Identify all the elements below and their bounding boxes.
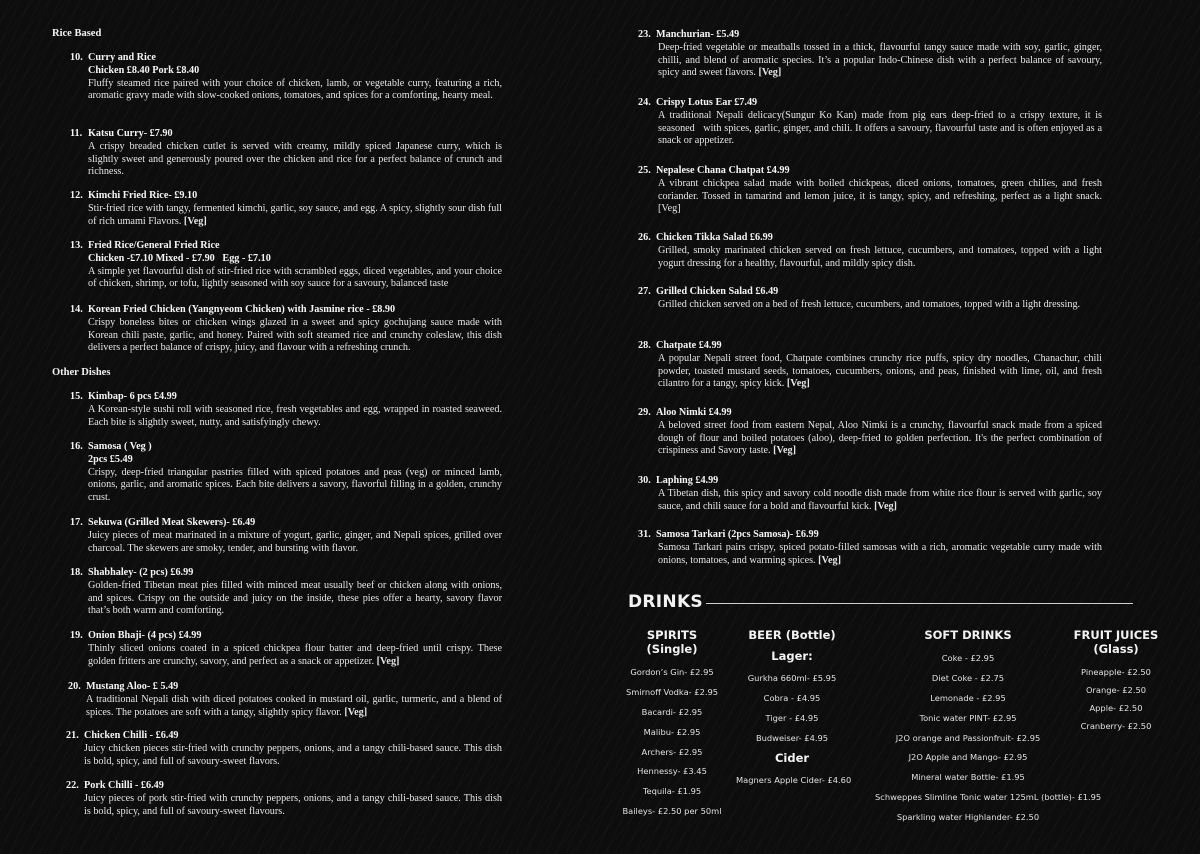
item-number: 20. [68,681,81,692]
menu-item-27 [638,286,1102,312]
item-description: A crispy breaded chicken cutlet is served with creamy, mildly spiced Japanese curry, which is slightly sweet and generously poured over the chicken and rice for a perfect balance of crunch and richness. [88,140,502,178]
item-description: A traditional Nepali dish with diced potatoes cooked in mustard oil, garlic, turmeric, and a blend of spices. The potatoes are soft with a tangy, slightly spicy flavor. [86,693,502,718]
veg-tag: [Veg] [874,500,897,512]
item-description: Juicy pieces of meat marinated in a mixture of yogurt, garlic, ginger, and Nepali spices, grilled over charcoal. The skewers are smoky, tender, and bursting with flavor. [88,529,502,554]
item-name: Chicken Chilli - £6.49 [84,730,179,741]
item-number: 12. [70,190,83,201]
item-name: Samosa Tarkari (2pcs Samosa)- £6.99 [656,529,819,540]
item-name: Grilled Chicken Salad £6.49 [656,286,779,297]
item-description: A Korean-style sushi roll with seasoned rice, fresh vegetables and egg, wrapped in roasted seaweed. Each bite is slightly sweet, nutty, and satisfyingly chewy. [88,403,502,428]
drink-item: Magners Apple Cider- £4.60 [736,774,852,785]
fruit-juices-title: FRUIT JUICES (Glass) [1073,628,1159,656]
item-description: Stir-fried rice with tangy, fermented kimchi, garlic, soy sauce, and egg. A spicy, slightly sour dish full of rich umami Flavors. [88,202,502,227]
menu-item-14 [70,304,502,355]
item-description: Deep-fried vegetable or meatballs tossed in a thick, flavourful tangy sauce made with soy, garlic, ginger, chilli, and blend of aromatic species. It’s a popular Indo-Chinese dish with a perfect balance of savoury, spicy and sweet flavors. [658,41,1102,79]
menu-right-page [600,0,1200,854]
item-number: 22. [66,780,79,791]
drink-item: Mineral water Bottle- £1.95 [911,772,1025,783]
item-number: 18. [70,567,83,578]
veg-tag: [Veg] [786,378,810,390]
menu-item-13 [70,240,502,291]
item-name: Shabhaley- (2 pcs) £6.99 [88,567,194,578]
drink-item: Baileys- £2.50 per 50ml [622,806,722,817]
item-number: 29. [638,407,651,418]
item-number: 13. [70,240,83,251]
item-description: A Tibetan dish, this spicy and savory cold noodle dish made from white rice flour is served with garlic, soy sauce, and chili sauce for a bold and flavourful kick. [658,487,1102,512]
beer-title: BEER (Bottle) [748,628,836,642]
drink-item: Smirnoff Vodka- £2.95 [625,686,719,697]
veg-tag: [Veg] [818,554,841,566]
fruit-juices-column [1050,628,1182,735]
menu-item-30 [638,475,1102,513]
item-description: Samosa Tarkari pairs crispy, spiced potato-filled samosas with a rich, aromatic vegetable curry made with onions, tomatoes, and warming spices. [658,541,1102,566]
item-description: Golden-fried Tibetan meat pies filled with minced meat usually beef or chicken along with onions, and spices. Crispy on the outside and juicy on the inside, these pies offer a hearty, savory flavor that’s both warm and comforting. [88,579,502,617]
item-name: Nepalese Chana Chatpat £4.99 [656,165,790,176]
item-description: Juicy pieces of pork stir-fried with crunchy peppers, onions, and a tangy chili-based sauce. This dish is bold, spicy, and full of savoury-sweet flavours. [84,792,502,817]
item-description: Thinly sliced onions coated in a spiced chickpea flour batter and deep-fried until crispy. These golden fritters are crunchy, savory, and perfect as a snack or appetizer. [88,642,502,667]
item-number: 24. [638,97,651,108]
item-name: Pork Chilli - £6.49 [84,780,164,791]
drink-item: Lemonade - £2.95 [930,692,1006,703]
drink-item: J2O Apple and Mango- £2.95 [908,752,1028,763]
item-name: Crispy Lotus Ear £7.49 [656,97,758,108]
item-prices: 2pcs £5.49 [88,453,133,465]
beer-column [736,628,852,790]
item-description: Fluffy steamed rice paired with your choice of chicken, lamb, or vegetable curry, featuring a rich, aromatic gravy made with slow-cooked onions, tomatoes, and spices for a comforting, hearty meal. [88,77,502,102]
item-name: Laphing £4.99 [656,475,719,486]
menu-item-12 [70,190,502,228]
item-number: 23. [638,29,651,40]
menu-item-16 [70,441,502,505]
menu-item-10 [70,52,502,103]
drink-item: Hennessy- £3.45 [637,766,707,777]
menu-item-28 [638,340,1102,391]
item-number: 15. [70,391,83,402]
drink-item: Archers- £2.95 [641,746,703,757]
item-name: Katsu Curry- £7.90 [88,128,173,139]
item-name: Kimbap- 6 pcs £4.99 [88,391,177,402]
item-number: 10. [70,52,83,63]
drink-item: Coke - £2.95 [941,653,995,663]
drink-item: Tequila- £1.95 [642,786,702,797]
item-number: 17. [70,517,83,528]
item-name: Kimchi Fried Rice- £9.10 [88,190,198,201]
item-name: Sekuwa (Grilled Meat Skewers)- £6.49 [88,517,256,528]
item-description: A simple yet flavourful dish of stir-fried rice with scrambled eggs, diced vegetables, and your choice of chicken, shrimp, or tofu, lightly seasoned with soy sauce for a savoury, balanced taste [88,265,502,290]
item-number: 25. [638,165,651,176]
item-description: A vibrant chickpea salad made with boiled chickpeas, diced onions, tomatoes, green chilies, and fresh coriander. Tossed in tamarind and lemon juice, it is tangy, spicy, and refreshing, perfect as a light snack. [658,177,1102,202]
drinks-heading: DRINKS [628,592,703,612]
drinks-divider [706,603,1133,604]
item-description: Juicy chicken pieces stir-fried with crunchy peppers, onions, and a tangy chili-based sauce. This dish is bold, spicy, and full of savoury-sweet flavors. [84,742,502,767]
drink-item: Sparkling water Highlander- £2.50 [896,812,1040,823]
item-description: Crispy boneless bites or chicken wings glazed in a sweet and spicy gochujang sauce made with Korean chili paste, garlic, and honey. Paired with soft steamed rice and crunchy coleslaw, this dish delivers a perfect balance of crispy, juicy, and flavour with a refreshing crunch. [88,316,502,354]
menu-item-29 [638,407,1102,458]
item-name: Fried Rice/General Fried Rice [88,240,220,251]
drink-item: Orange- £2.50 [1085,685,1147,695]
item-name: Chatpate £4.99 [656,340,722,351]
item-description: A popular Nepali street food, Chatpate combines crunchy rice puffs, spicy dry noodles, Chanachur, chili powder, toasted mustard seeds, tomatoes, cucumbers, onions, and peas, finished with lime, oil, and fresh cilantro for a tangy, spicy kick. [658,352,1102,390]
item-number: 27. [638,286,651,297]
item-number: 16. [70,441,83,452]
soft-drinks-column [875,628,1102,828]
section-title-other-dishes: Other Dishes [52,367,111,378]
item-number: 11. [70,128,83,139]
drink-item: Bacardi- £2.95 [641,706,703,717]
drink-item: Apple- £2.50 [1089,703,1143,713]
menu-item-31 [638,529,1102,567]
drink-item: Schweppes Slimline Tonic water 125mL (bottle)- £1.95 [875,792,1102,803]
menu-item-20 [68,681,502,719]
veg-tag: [Veg] [183,215,207,227]
drink-item: Cobra - £4.95 [763,692,821,703]
drink-item: Budweiser- £4.95 [755,732,829,743]
item-number: 30. [638,475,651,486]
section-title-rice-based: Rice Based [52,28,102,39]
drink-item: J2O orange and Passionfruit- £2.95 [895,732,1041,743]
item-number: 26. [638,232,651,243]
item-description: Grilled, smoky marinated chicken served on fresh lettuce, cucumbers, and tomatoes, topped with a light yogurt dressing for a healthy, flavourful, and mildly spicy dish. [658,244,1102,269]
cider-subtitle: Cider [774,750,810,765]
menu-item-19 [70,630,502,668]
item-description: Crispy, deep-fried triangular pastries filled with spiced potatoes and peas (veg) or minced lamb, onions, garlic, and aromatic spices. Each bite delivers a savory, flavorful filling in a golden, crunchy crust. [88,466,502,504]
menu-item-15 [70,391,502,429]
lager-subtitle: Lager: [771,649,813,663]
item-name: Manchurian- £5.49 [656,29,740,40]
drink-item: Malibu- £2.95 [643,726,701,737]
soft-drinks-title: SOFT DRINKS [924,628,1012,642]
drink-item: Tonic water PINT- £2.95 [919,712,1017,723]
drink-item: Pineapple- £2.50 [1081,667,1151,677]
menu-item-11 [70,128,502,179]
item-name: Mustang Aloo- £ 5.49 [86,681,179,692]
menu-item-26 [638,232,1102,270]
item-number: 28. [638,340,651,351]
item-prices: Chicken £8.40 Pork £8.40 [88,64,200,76]
item-number: 19. [70,630,83,641]
drink-item: Gordon’s Gin- £2.95 [630,667,714,677]
drink-item: Cranberry- £2.50 [1080,721,1152,731]
veg-tag: [Veg] [658,203,681,215]
item-number: 21. [66,730,79,741]
item-description: A traditional Nepali delicacy(Sungur Ko Kan) made from pig ears deep-fried to a crispy texture, it is seasoned with spices, garlic, ginger, and chili. It offers a savoury, flavourful taste and is often enjoyed as a snack or appetizer. [658,109,1105,147]
item-description: Grilled chicken served on a bed of fresh lettuce, cucumbers, and tomatoes, topped with a light dressing. [658,298,1081,310]
spirits-title: SPIRITS (Single) [646,628,698,656]
veg-tag: [Veg] [376,655,400,667]
item-number: 14. [70,304,83,315]
item-name: Chicken Tikka Salad £6.99 [656,232,773,243]
item-name: Curry and Rice [88,52,156,63]
item-name: Aloo Nimki £4.99 [656,407,732,418]
menu-item-21 [66,730,502,768]
menu-item-24 [638,97,1105,148]
menu-item-23 [638,29,1102,80]
spirits-column [620,628,724,822]
veg-tag: [Veg] [773,445,796,457]
item-name: Samosa ( Veg ) [88,441,152,452]
veg-tag: [Veg] [344,706,368,718]
drink-item: Diet Coke - £2.75 [931,672,1005,683]
drink-item: Gurkha 660ml- £5.95 [747,673,837,683]
menu-item-18 [70,567,502,618]
drink-item: Tiger - £4.95 [765,712,819,723]
item-number: 31. [638,529,651,540]
menu-item-25 [638,165,1102,216]
menu-item-22 [66,780,502,818]
menu-item-17 [70,517,502,555]
item-name: Onion Bhaji- (4 pcs) £4.99 [88,630,202,641]
item-name: Korean Fried Chicken (Yangnyeom Chicken) with Jasmine rice - £8.90 [88,304,396,315]
item-description: A beloved street food from eastern Nepal, Aloo Nimki is a crunchy, flavourful snack made from a spiced dough of flour and boiled potatoes (aloo), deep-fried to golden perfection. It's the perfect combination of crispiness and Savory taste. [658,419,1102,457]
veg-tag: [Veg] [758,67,782,79]
item-prices: Chicken -£7.10 Mixed - £7.90 Egg - £7.10 [88,252,271,264]
